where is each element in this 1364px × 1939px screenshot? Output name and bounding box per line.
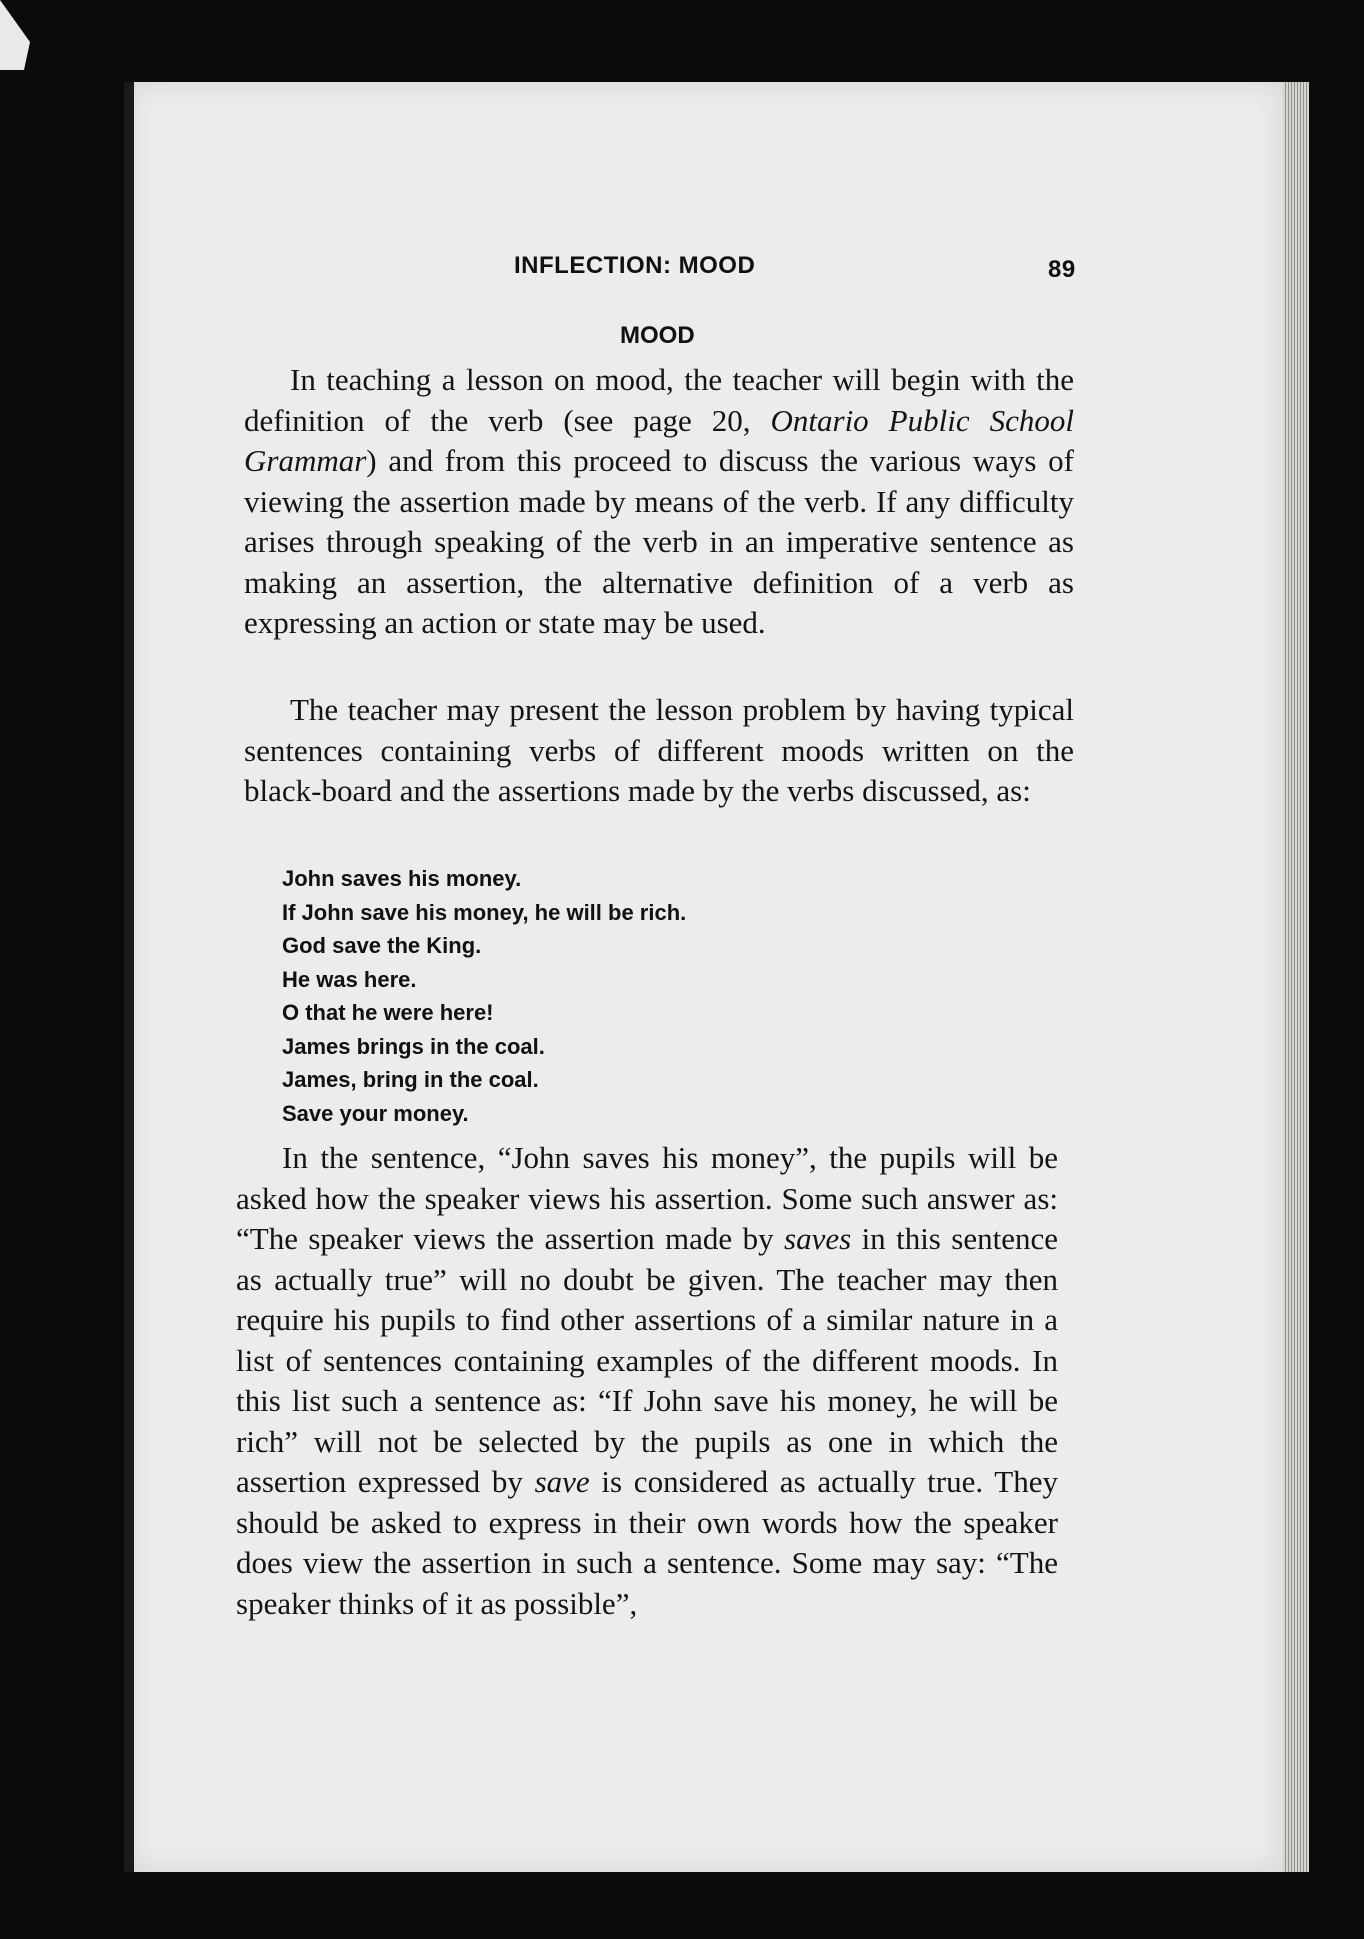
example-sentence: James, bring in the coal. [282,1067,539,1092]
paragraph-3-text-a: In the sentence, “John saves his money”, the pupils will be asked how the speaker views his assertion. Some such answer as: “The speaker views the assertion made by [236,1140,1058,1256]
running-title: INFLECTION: MOOD [514,252,756,279]
paragraph-3 [236,1138,1058,1624]
section-title: MOOD [620,322,695,349]
example-sentence: Save your money. [282,1100,469,1126]
italic-word-save: save [534,1464,590,1499]
page-number: 89 [1048,256,1076,283]
example-sentence: If John save his money, he will be rich. [282,899,687,925]
example-sentence: John saves his money. [282,866,522,891]
example-sentence: James brings in the coal. [282,1033,545,1059]
italic-word-saves: saves [784,1221,852,1256]
example-sentences-list [282,862,686,1130]
book-title-reference: Ontario Public School Grammar [244,402,1074,478]
example-sentence: O that he were here! [282,1000,494,1025]
page-corner-fragment [0,0,30,70]
example-sentence: He was here. [282,966,417,992]
page-binding-edge [124,82,134,1872]
paragraph-2: The teacher may present the lesson problem by having typical sentences containing verbs of different moods written on the black-board and the assertions made by the verbs discussed, as: [244,692,1074,808]
paragraph-1 [244,360,1074,644]
paragraph-1-text-b: ) and from this proceed to discuss the various ways of viewing the assertion made by means of the verb. If any difficulty arises through speaking of the verb in an imperative sentence as making an assertion, the alternative definition of a verb as expressing an action or state may be used. [244,443,1074,640]
paragraph-3-text-c: is considered as actually true. They should be asked to express in their own words how the speaker does view the assertion in such a sentence. Some may say: “The speaker thinks of it as possible”, [236,1464,1058,1621]
page-stack-edges [1283,82,1309,1872]
paragraph-3-text-b: in this sentence as actually true” will no doubt be given. The teacher may then require his pupils to find other assertions of a similar nature in a list of sentences containing examples of the different moods. In this list such a sentence as: “If John save his money, he will be rich” will not be selected by the pupils as one in which the assertion expressed by [236,1221,1058,1499]
example-sentence: God save the King. [282,933,482,958]
paragraph-1-text-a: In teaching a lesson on mood, the teacher will begin with the definition of the verb (see page 20, [244,362,1074,438]
